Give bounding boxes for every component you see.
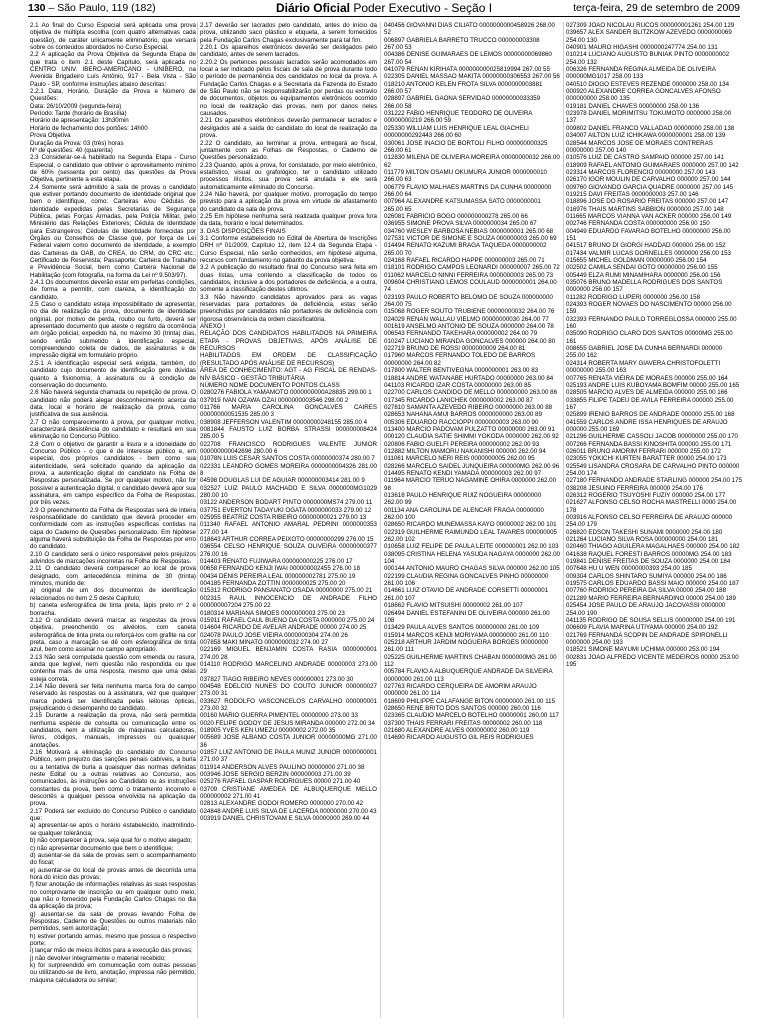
paragraph: 017434 VALMIR LUCAS DORNELLES 0000000 256.00 153 xyxy=(566,249,731,257)
paragraph: 033627 RODOLFO VASCONCELOS CARVALHO 000000001 273.00 32 xyxy=(200,697,377,712)
paragraph: 000120 CLAUDIA SATIE SHIMMI YOKODA 0000000 262.00 92 xyxy=(384,433,559,441)
paragraph: 000144 ANTONIO MAURO CHAGAS SILVA 000000 262.00 105 xyxy=(384,565,560,573)
paragraph: 003916 ALFONSO CELSO FERREIRA DE ARAUJO 000000 254.00 179 xyxy=(566,514,733,529)
paragraph: 026312 ROGERIO TSUYOSHI FUZIY 000000 254.00 177 xyxy=(566,492,726,499)
paragraph: 2.25 Em hipótese nenhuma será realizada qualquer prova fora da data, horário e local determinados. xyxy=(200,212,377,228)
paragraph: ÁREA DE CONHECIMENTO: AGT - AG FISCAL DE RENDAS-NÍV BÁSICO - GESTÃO TRIBUTÁRIA xyxy=(200,367,377,382)
paragraph: HABILITADOS EM ORDEM DE CLASSIFICAÇÃO (RESULTADO APÓS ANÁLISE DE RECURSOS) xyxy=(200,352,377,367)
paragraph: 00658 FERNANDO KENJI IWAI 000000002455 276.00 18 xyxy=(200,565,361,573)
paragraph: 010576 LUIZ DE CASTRO SAMPAIO 000000 257.00 141 xyxy=(566,154,725,162)
paragraph: 003919 DANIEL CHRISTOVAM E SILVA 00000000 269.00 44 xyxy=(200,815,370,823)
paragraph: 017960 MARCOS FERNANDO TOLEDO DE BARROS 00000000 264.00 82 xyxy=(384,352,536,367)
paragraph: 024168 RAFAEL RICARDO HAPPE 000000003 265.00 71 xyxy=(384,257,545,264)
paragraph: 005306 EDUARDO RACCIOPPI 0000000003 263.00 90 xyxy=(384,418,539,426)
paragraph: 2.20.2 Os pertences pessoais lacrados serão acomodados em local a ser indicado pelos fiscais de sala de prova durante todo o período de permanência dos candidatos no local da prova. A Fundação Carlos Chagas e a Secretaria da Fazenda do Estado de São Paulo não se responsabilizarão por perdas ou extravio de documentos, objetos ou equipamentos eletrônicos ocorrido no local de realização das provas, nem por danos neles causados. xyxy=(200,58,377,118)
header-rule xyxy=(28,16,740,17)
paragraph: 02813 ALEXANDRE GODOI ROMERO 0000000 270.00 42 xyxy=(200,800,364,808)
paragraph: 011665 MARCOS VIANNA VAN ACKER 000000 256.00 149 xyxy=(566,212,732,220)
paragraph: 035090 RODRIGO CLARO DOS SANTOS 00000MG 255.00 161 xyxy=(566,330,733,345)
paragraph: 030061 JOSE INACIO DE BORTOLI FILHO 000000000325 266.00 61 xyxy=(384,139,548,154)
paragraph: 018643 ARTHUR CORREA PEIXOTO 00000000299 276.00 15 xyxy=(200,536,374,544)
paragraph: 2.9 O preenchimento da Folha de Respostas será de inteira responsabilidade do candidato que deverá proceder em conformidade com as instruções específicas contidas na capa do Caderno de Questões personalizado. Em hipótese alguma haverá substituição da Folha de Respostas por erro do candidato. xyxy=(30,506,196,551)
paragraph: 027531 VICTOR DE SIMONE E SOUZA 000000003 265.00 69 xyxy=(384,234,557,242)
paragraph: 041103 RICARDO IZAR COSTA 00000000 263.00 85 xyxy=(384,381,531,389)
paragraph: 018814 ANDRE WATANABE HURTADO 00000000 263.00 84 xyxy=(384,374,554,382)
paragraph: 011282 RODRIGO LUPERI 0000000 256.00 158 xyxy=(566,293,701,301)
paragraph: 007648 HU U WEN 00000000393 254.00 185 xyxy=(566,565,692,573)
paragraph: 008655 GABRIEL JOSE DA CUNHA BERNARDI 000000 255.00 162 xyxy=(566,345,723,360)
paragraph: 001619 ANSELMO ANTONIO DE SOUZA 0000000 264.00 78 xyxy=(384,323,554,331)
paragraph: 006326 FERNANDA REGINA ALMEIDA DE OLIVEIRA 000000MG1017 258.00 133 xyxy=(566,66,716,81)
paragraph: 2.12 O candidato deverá marcar as respostas da prova objetiva, preenchendo os alvéolos, com caneta esferográfica de tinta preta ou reforçá-los com grafite na cor preta, caso a marcação se dê com esferográfica de tinta azul, bem como assinar no campo apropriado. xyxy=(30,616,196,654)
column-divider xyxy=(380,22,381,1018)
paragraph: 041517 BRUNO DI GIORGI HADDAD 000000 256.00 152 xyxy=(566,242,726,250)
paragraph: 002746 FERNANDA COSTA 000000000 256.00 150 xyxy=(566,220,710,228)
paragraph: 020460 THIAGO AGUILERA MAGALHAES 000000 254.00 182 xyxy=(566,543,740,551)
paragraph: 020806 FABIO GUELFI PEREIRA 000000002 262.00 93 xyxy=(384,440,540,448)
paragraph: 004185 FERNANDA ZOTTIN 0000000025 275.00 20 xyxy=(200,580,346,588)
paragraph: 0020 FELIPE GODOY DE JESUS MIRANDA 000000 272.00 34 xyxy=(200,719,375,727)
paragraph: 025225 GUILHERME MARTINS CHABAN 0000000MG 261.00 112 xyxy=(384,653,557,668)
paragraph: 04598 DOUGLAS LUI DE AGUIAR 000000003414 281.00 9 xyxy=(200,477,365,485)
paragraph: 018210 ANTONIO KELEN FROTA SILVA 0000000003881 266.00 57 xyxy=(384,80,543,96)
paragraph: 002831 JOAO ALFREDO VICENTE MEDEIROS 00000 253.00 195 xyxy=(566,653,739,668)
column-divider xyxy=(197,22,198,1018)
paragraph: 024078 PAULO JOSE VIEIRA 0000000304 274.00 26 xyxy=(200,631,348,639)
paragraph: 007964 ALEXANDRE KATSUMASSA SATO 0000000001 265.00 65 xyxy=(384,198,541,213)
paragraph: 3.1 Conforme estabelecido no Edital de Abertura de Inscrições DRH nº 01/2009, Capítulo 12, item 12.4 da Segunda Etapa - Curso Especial, não serão conhecidos, em hipótese alguma, recursos com fundamento no gabarito da prova objetiva. xyxy=(200,234,377,264)
paragraph: 037751 EVERTON TADAYUKI OGATA 0000000033 279.00 12 xyxy=(200,506,372,514)
paragraph: 009604 CHRISTIANO LEMOS COULAUD 0000000001 264.00 74 xyxy=(384,279,557,294)
paragraph: 028650 RENE BRITO DOS SANTOS 000000 260.00 116 xyxy=(384,704,541,712)
paragraph: 021769 FERNANDA SCOPIN DE ANDRADE SPIRONELLI 0000000 254.00 193 xyxy=(566,631,728,646)
paragraph: 021289 MARIO FERREIRA BERNARDINO 00000 254.00 189 xyxy=(566,594,736,602)
paragraph: 023314 MARCOS FLORENCIO 00000000 257.00 143 xyxy=(566,168,716,176)
paragraph: 2.6 Não haverá segunda chamada ou repetição de prova. O candidato não poderá alegar desconhecimento acerca da data, local e horário de realização da prova, como justificativa de sua ausência. xyxy=(30,389,196,419)
paragraph: 025330 WILLIAM LUIS HENRIQUE LEAL GIACHELI 00000000292443 266.00 60 xyxy=(384,124,529,140)
paragraph: 004949 EDUARDO FAVARAO BOTELHO 00000000 256.00 151 xyxy=(566,227,731,242)
paragraph: 2.17 Poderá ser excluído do Concurso Público o candidato que: xyxy=(30,807,196,823)
issue-date: terça-feira, 29 de setembro de 2009 xyxy=(573,2,740,14)
paragraph: 025454 JOSE PAULO DE ARAUJO JACOVASSI 0000000 254.00 190 xyxy=(566,602,726,617)
paragraph: 0081844 FAUSTO LUIZ BORBA STRASSI 000000008424 285.00 5 xyxy=(200,425,377,441)
paragraph: 041079 RENAN KIRIHATA 000000000025819994 267.00 55 xyxy=(384,66,550,74)
paragraph: i) lançar mão de meios ilícitos para a execução das provas; xyxy=(30,947,193,955)
paragraph: 007266 FERNANDA BASSI KINOSHITA 000000 255.00 171 xyxy=(566,440,732,448)
paragraph: 022708 FRANCISCO RODRIGUES VALENTE JUNIOR 000000000042696 280.00 6 xyxy=(200,440,377,455)
paragraph: 037919 IVAN OZAWA OZAI 0000000003546 298.00 2 xyxy=(200,396,349,404)
paragraph: 022331 LEANDRO GOMES MOREIRA 0000000004326 281.00 8 xyxy=(200,462,377,477)
text-column-3 xyxy=(384,22,560,1018)
paragraph: 000920 ALEXANDRE CORREA GONCALVES AFONSO 000000000 258.00 135 xyxy=(566,88,721,103)
paragraph: 026494 DANIEL ESTEFANINI DE OLIVEIRA 000000 261.00 108 xyxy=(384,609,550,624)
paragraph: 040510 DIOGO ESTEVES REZENDE 0000000 258.00 134 xyxy=(566,80,730,88)
paragraph: 011964 MARCIO TERUO NAGAMINE OHIRA 0000000 262.00 98 xyxy=(384,477,557,492)
paragraph: 018521 SIMONE MAYUMI UCHIMA 000000 253.00 194 xyxy=(566,646,720,654)
paragraph: 2.21 Os aparelhos eletrônicos deverão permanecer lacrados e desligados até a saída do candidato do local de realização da prova. xyxy=(200,117,377,140)
paragraph: 2.15 Durante a realização da prova, não será permitida nenhuma espécie de consulta ou comunicação entre os candidatos, nem a utilização de máquinas calculadoras, livros, códigos, manuais, impressos ou quaisquer anotações. xyxy=(30,712,196,749)
paragraph: 015911 RAFAEL CAUL BUENO DA COSTA 0000000 275.00 24 xyxy=(200,616,375,624)
paragraph: 025193 ANDRE LUIS KUBOYAMA BOMFIM 00000 255.00 165 xyxy=(566,381,740,389)
paragraph: 014403 RENATO FUJIWARA 000000000225 276.00 17 xyxy=(200,558,353,566)
paragraph: 2.23 Quando, após a prova, for constatado, por meio eletrônico, estatístico, visual ou grafológico, ter o candidato utilizado processos ilícitos, sua prova será anulada e ele será automaticamente eliminado do Concurso. xyxy=(200,161,377,191)
paragraph: 015655 MICHEL GOLDMAN 00000000 256.00 154 xyxy=(566,257,707,264)
paragraph: 034760 WESLEY BARBOSA NEBIAS 0000000001 265.00 68 xyxy=(384,227,554,235)
paragraph: Nº de questões: 40 (quarenta) xyxy=(30,146,113,154)
paragraph: 003946 JOSE SERGIO BERZIN 000000003 271.00 39 xyxy=(200,771,351,779)
paragraph: 022305 DANIEL MASSAO MAKITA 00000000306553 267.00 56 xyxy=(384,73,560,81)
paragraph: 038095 CRISTINA HELENA YASUDA NAGAYA 0000000 262.00 104 xyxy=(384,550,560,566)
journal-title-sub: Poder Executivo - Seção I xyxy=(353,1,493,15)
paragraph: 023193 PAULO ROBERTO BELOMO DE SOUZA 000000000 264.00 75 xyxy=(384,293,553,309)
paragraph: a) original de um dos documentos de identificação relacionados no item 2.5 deste Capítulo; xyxy=(30,587,196,602)
paragraph: 026081 FABRICIO BOGO 000000000278 265.00 66 xyxy=(384,212,528,220)
paragraph: 2.22 O candidato, ao terminar a prova, entregará ao fiscal, juntamente com as Folhas de Respostas, o Caderno de Questões personalizado. xyxy=(200,139,377,162)
paragraph: 017345 RICARDO LANICHEK 0000000002 263.00 87 xyxy=(384,396,533,404)
paragraph: 013618 PAULO HENRIQUE RUIZ NOGUEIRA 00000000 262.00 99 xyxy=(384,492,542,507)
paragraph: g) ausentar-se da sala de provas levando Folha de Respostas, Caderno de Questões ou outros materiais não permitidos, sem autorização; xyxy=(30,910,196,933)
paragraph: 007765 RENATA VIEIRA DE MORAES 000000 255.00 164 xyxy=(566,374,728,382)
paragraph: 025276 RAFAEL GASPAR RODRIGUES 00000 271.00 40 xyxy=(200,778,361,786)
paragraph: 028266 MARCELO SAIDEL JUNQUEIRA 000000MG 262.00 96 xyxy=(384,462,560,470)
paragraph: 2.4 Somente será admitido à sala de provas o candidato que estiver portando documento de identidade original que bem o identifique, como: Carteiras e/ou Cédulas de Identidade expedidas pelas Secretarias de Segurança Pública, pelas Forças Armadas, pela Polícia Militar, pelo Ministério das Relações Exteriores; Cédula de Identidade para Estrangeiros; Cédulas de Identidade fornecidas por Órgãos ou Conselhos de Classe que, por força de Lei Federal valem como documento de identidade, a exemplo das Carteiras da OAB, do CREA, do CRM, do CRC etc.; Certificado de Reservista; Passaporte; Carteira de Trabalho e Previdência Social, bem como Carteira Nacional de Habilitação (com fotografia, na forma da Lei nº 9.503/97). xyxy=(30,183,196,279)
paragraph: 021680 ALEXANDRE ALVES 000000002 260.00 119 xyxy=(384,727,530,734)
text-column-4 xyxy=(566,22,742,1018)
paragraph: 005689 JOSE ALBANO COSTA JUNIOR 00000000MG 271.00 36 xyxy=(200,734,377,749)
paragraph: 010247 LUCIANO MIRANDA GONCALVES 000000 264.00 80 xyxy=(384,337,556,345)
paragraph: 010214 LUCIANO AUGUSTO BUNIAK PINTO 0000000002 254.00 132 xyxy=(566,51,730,66)
column-divider xyxy=(563,22,564,1018)
paragraph: Horário de apresentação: 13h30min xyxy=(30,117,129,125)
paragraph: e) ausentar-se do local de provas antes de decorrida uma hora do início das provas; xyxy=(30,866,196,881)
paragraph: 004386 DENISE GUIMARAES DE LEMOS 00000000069860 267.00 54 xyxy=(384,51,552,66)
paragraph: 013400 MARCIO PADOVAM PULZATTO 00000000 263.00 91 xyxy=(384,425,555,433)
paragraph: 015914 MARCOS KENJI MORIYAMA 00000000 261.00 110 xyxy=(384,631,549,639)
paragraph: RELAÇÃO DOS CANDIDATOS HABILITADOS NA PRIMEIRA ETAPA - PROVAS OBJETIVAS, APÓS ANÁLISE DE RECURSOS xyxy=(200,330,377,353)
paragraph: 2.5.1 A identificação especial será exigida, também, do candidato cujo documento de identificação gere dúvidas quanto à fisionomia, à assinatura ou à condição de conservação do documento. xyxy=(30,359,196,389)
paragraph: 031222 FABIO HENRIQUE TEODORO DE OLIVEIRA 00000000219 266.00 59 xyxy=(384,110,533,125)
paragraph: 2.17 deverão ser lacrados pelo candidato, antes do início da prova, utilizando saco plástico e etiqueta, a serem fornecidos pela Fundação Carlos Chagas exclusivamente para tal fim. xyxy=(200,22,377,44)
paragraph: 025218 ARTHUR JARDIM NOGUEIRA BORGES 00000000 261.00 111 xyxy=(384,638,549,654)
paragraph: 007760 RODRIGO PEREIRA DA SILVA 00000 254.00 188 xyxy=(566,587,727,595)
paragraph: 2.13 Não será computada questão com emenda ou rasura, ainda que legível, nem questão não respondida ou que contenha mais de uma resposta, mesmo que uma delas esteja correta. xyxy=(30,653,196,683)
paragraph: 3.3 Não havendo candidatos aprovados para as vagas reservadas para portadores de deficiência, estas serão preenchidas por candidatos não portadores de deficiência com rigorosa observância da ordem classificatória. xyxy=(200,293,377,323)
paragraph: 023978 DANIEL MORIMITSU TOKUMOTO 0000000 258.00 137 xyxy=(566,110,732,125)
paragraph: 2.20.1 Os aparelhos eletrônicos deverão ser desligados pelo candidato, antes de serem lacrados. xyxy=(200,44,377,59)
paragraph: 028653 NAHANA AMUI BARROS 0000000000 263.00 89 xyxy=(384,411,542,419)
paragraph: 036554 CELSO HENRIQUE SOUZA OLIVEIRA 00000000377 276.00 16 xyxy=(200,543,377,558)
paragraph: 006897 GABRIELA BARRETO TRUCCO 000000003308 267.00 53 xyxy=(384,36,540,52)
page-number: 130 xyxy=(28,2,46,14)
issue-location: São Paulo, 119 (182) xyxy=(57,2,156,14)
paragraph: 00160 MARIO GUERRA PIMENTEL 00000000 273.00 33 xyxy=(200,712,358,720)
paragraph: 024848 ANDRE LUIS SILVA DE LACERDA 00000000 270.00 43 xyxy=(200,807,377,815)
paragraph: 028897 GABRIEL GAONA SERVIDAO 00000000033359 266.00 58 xyxy=(384,95,541,110)
paragraph: h) estiver portando armas, mesmo que possua o respectivo porte; xyxy=(30,932,196,947)
paragraph: 2.5 Caso o candidato esteja impossibilitado de apresentar, no dia de realização da prova, documento de identidade original, por motivo de perda, roubo ou furto, deverá ser apresentado documento que ateste o registro da ocorrência em órgão policial, expedido há, no máximo 30 (trinta) dias, sendo então submetido à identificação especial, compreendendo coleta de dados, de assinaturas e de impressão digital em formulário próprio. xyxy=(30,301,196,360)
paragraph: 039657 ALEX SANDER BLITZKOW AZEVEDO 0000000069 254.00 130 xyxy=(566,29,732,44)
paragraph: 022199 CLAUDIA REGINA GONCALVES PINHO 00000000 261.00 106 xyxy=(384,572,549,588)
paragraph: 004548 EDELCIO NUNES DO COUTO JUNIOR 000000027 273.00 31 xyxy=(200,682,377,698)
paragraph: 024314 ROBERTA MARY GIAVERA CHRISTOFOLETTI 00000000 255.00 163 xyxy=(566,359,721,375)
paragraph: 03122 ANDERSON BODART PINTO 0000000MS74 279.00 11 xyxy=(200,499,373,507)
paragraph: 011766 MARIA CAROLINA GONCALVES CAIRES 00000000051535 285.00 3 xyxy=(200,403,377,419)
paragraph: c) não apresentar documento que bem o identifique; xyxy=(30,844,174,852)
paragraph: 2.10 O candidato será o único responsável pelos prejuízos advindos de marcações incorretas na Folha de Respostas. xyxy=(30,550,196,566)
paragraph: 035076 BRUNO MADELLA RODRIGUES DOS SANTOS 0000000 256.00 157 xyxy=(566,279,723,294)
paragraph: 3.2 A publicação do resultado final do Concurso será feita em duas listas, uma contendo a classificação de todos os candidatos, inclusive a dos portadores de deficiência, e a outra, somente a classificação destes últimos. xyxy=(200,264,377,294)
paragraph: 2.16 Motivará a eliminação do candidato do Concurso Público, sem prejuízo das sanções penais cabíveis, a burla ou a tentativa de burla a quaisquer das normas definidas neste Edital ou a outras relativas ao Concurso, aos comunicados, às instruções ao Candidato ou às instruções constantes da prova, bem como o tratamento incorreto e descortês a qualquer pessoa envolvida na aplicação da prova. xyxy=(30,749,196,808)
paragraph: 3. DAS DISPOSIÇÕES FINAIS xyxy=(200,227,286,235)
paragraph: 005784 FLAVIO A ALBUQUERQUE ANDRADE DA SILVEIRA 00000000 261.00 113 xyxy=(384,668,553,683)
paragraph: b) não comparecer à prova, seja qual for o motivo alegado; xyxy=(30,837,192,845)
paragraph: 016976 THAIS MARTINS SABBION 0000000 257.00 148 xyxy=(566,205,724,213)
paragraph: 019215 DAVI FREITAS 0000000003 257.00 146 xyxy=(566,190,699,198)
paragraph: 022319 GUILHERME RAIMUNDO LEAL TAVARES 000000005 262.00 102 xyxy=(384,528,557,544)
paragraph: 006779 FLAVIO MALHAES MARTINS DA CUNHA 00000000 266.00 64 xyxy=(384,183,552,198)
paragraph: 021627 ALFONSO CELSO ROCHA MASTRELLI 0000 254.00 178 xyxy=(566,499,737,514)
paragraph: 006609 FLAVIA MARINA UTIYAMA 000000 254.00 192 xyxy=(566,624,718,632)
paragraph: 014604 RICARDO DE AVELAR ANDRADE 00000 274.00 25 xyxy=(200,624,367,632)
paragraph: 034007 AILTON LUIZ ICHIKAWA 0000000001 258.00 139 xyxy=(566,132,726,140)
paragraph: ANEXO I xyxy=(200,323,226,331)
paragraph: 002315 RAUL INNOCENCIO DE ANDRADE FILHO 000000007204 275.00 22 xyxy=(200,594,377,610)
paragraph: 028544 MARCOS JOSE DE MORAES CONTRERAS 00000000 257.00 140 xyxy=(566,139,713,154)
paragraph: 041638 RAQUEL FORESTI BARROS 00000MG 254.00 183 xyxy=(566,550,732,558)
paragraph: 014661 LUIZ OTAVIO DE ANDRADE CORSETTI 00000001 261.00 107 xyxy=(384,587,549,602)
page-number-sep: – xyxy=(48,2,55,14)
paragraph: 022719 BRUNO DE ROSSI 0000000009 264.00 81 xyxy=(384,345,526,353)
paragraph: 028505 MARCIO ALVES DE ALMEIDA 000000 255.00 166 xyxy=(566,389,728,397)
paragraph: 041559 CARLOS ANDRE ISSA HENRIQUES DE ARAUJO 000000 255.00 169 xyxy=(566,418,728,433)
paragraph: 0280276 FABIOLA YAMAMOTO 0000000000A28835 299.00 1 xyxy=(200,389,372,397)
paragraph: 018909 RAFAEL ANTONIO GUIMARAES 0000000 257.00 142 xyxy=(566,161,739,169)
paragraph: 011062 MARCELO NINNI FERREIRA 0000000003 265.00 73 xyxy=(384,271,554,279)
paragraph: 0180314 MARIANA SIMOES 0000000003 275.00 23 xyxy=(200,609,345,617)
paragraph: 026820 EDSON TAKESHI SUNAMI 0000000 254.00 180 xyxy=(566,528,723,536)
paragraph: 006543 FERNANDO TAKEHARA 000000002 264.00 79 xyxy=(384,330,538,338)
paragraph: 017800 WALTER BENTIVEGNA 0000000001 263.00 83 xyxy=(384,367,539,375)
paragraph: 018896 JOSE DO ROSARIO FREITAS 000000 257.00 147 xyxy=(566,198,729,206)
paragraph: 2.24 Não haverá, por qualquer motivo, prorrogação do tempo previsto para a aplicação da prova em virtude de afastamento do candidato da sala de prova. xyxy=(200,190,377,213)
paragraph: b) caneta esferográfica de tinta preta, lápis preto nº 2 e borracha. xyxy=(30,602,196,617)
paragraph: 015068 ROGER SOUTO TRUBIENE 00000000032 264.00 76 xyxy=(384,308,555,316)
paragraph: 040901 MAURO HIGASHI 0000000247774 254.00 131 xyxy=(566,44,718,52)
paragraph: 026170 IGOR MOULIN DE CARVALHO 000000 257.00 144 xyxy=(566,176,731,184)
paragraph: 038208 JESUINO FERREIRA 000000 254.00 176 xyxy=(566,484,703,492)
paragraph: a) apresentar-se após o horário estabelecido, inadmitindo-se qualquer tolerância; xyxy=(30,822,196,837)
paragraph: 002502 CAMILA SENDAI GOTO 00000000 256.00 155 xyxy=(566,264,718,272)
paragraph: 019181 DANIEL CHAVES 00000000 258.00 136 xyxy=(566,102,700,110)
paragraph: 010658 LUIZ FELIPE DE PAULA LEITE 000000001 262.00 103 xyxy=(384,543,559,551)
paragraph: 01857 LUIZ ANTONIO DE PAULA MUNIZ JUNIOR 0000000001 271.00 37 xyxy=(200,749,377,764)
paragraph: 01078N LUIS CESAR SANTOS COSTA 00000000374 280.00 7 xyxy=(200,455,375,463)
paragraph: 024029 RENAN WALLAU VIELMO 00000000030 264.00 77 xyxy=(384,315,549,323)
paragraph: 2.14 Não deverá ser feita nenhuma marca fora do campo reservado às respostas ou à assinatura, vez que qualquer marca poderá ser identificada pelas leitoras ópticas, prejudicando o desempenho do candidato. xyxy=(30,682,196,712)
paragraph: k) for surpreendido em comunicação com outras pessoas ou utilizando-se de livro, anotação, impressa não permitido, máquina calculadora ou similar; xyxy=(30,962,196,984)
paragraph: 2.8 Com o objetivo de garantir a lisura e a idoneidade do Concurso Público - o que é de interesse público e, em especial, dos próprios candidatos - bem como sua autenticidade, será solicitado quando da aplicação da prova, a autenticação digital do candidato na Folha de Respostas personalizada. Se por qualquer motivo, não for possível a autenticação digital, o candidato deverá apor sua assinatura, em campo específico da Folha de Respostas, por três vezes. xyxy=(30,440,196,507)
paragraph: 018101 RODRIGO CAMPOS LEONARDI 000000007 265.00 72 xyxy=(384,264,560,272)
paragraph: 011779 MILTON OSAMU OKUMURA JUNIOR 0000000010 266.00 63 xyxy=(384,168,548,184)
paragraph: 014495 RENATO KENDI YAMADA 000000003 262.00 97 xyxy=(384,469,542,477)
paragraph: 012882 MILTON MAMORU NAKANISHI 000000 262.00 94 xyxy=(384,447,546,455)
paragraph: 036955 SIMONE PROVA SILVA 0000000034 265.00 67 xyxy=(384,220,537,228)
page-header xyxy=(28,0,740,16)
paragraph: 019575 CARLOS EDUARDO BASSI MAIO 000000 254.00 187 xyxy=(566,580,740,588)
paragraph: 037300 THAIS FERRARI FREITAS 00000002 260.00 118 xyxy=(384,719,543,727)
paragraph: 005449 ELZA RUMI MINAMIHARA 0000000 256.00 156 xyxy=(566,271,721,279)
paragraph: 011340 RAFAEL ANTONIO AMARAL PEDRINI 0000000353 277.00 14 xyxy=(200,521,377,536)
paragraph: 021296 GUILHERME CASSOLI JACOB 00000000 255.00 170 xyxy=(566,433,738,441)
paragraph: 021264 LUCIANO SILVA ROSA 000000000 254.00 181 xyxy=(566,536,719,544)
paragraph: Período: Tarde (horário de Brasília) xyxy=(30,110,127,118)
paragraph: 041135 RODRIGO DE SOUSA SELLIS 00000000 254.00 191 xyxy=(566,616,736,624)
paragraph: 038908 JEFFERSON VALENTIM 00000000248155 285.00 4 xyxy=(200,418,368,426)
paragraph: Data: 26/10/2009 (segunda-feira) xyxy=(30,102,122,110)
paragraph: 019841 DENISE FREITAS DE SOUZA 0000000 254.00 184 xyxy=(566,558,731,566)
paragraph: 033855 FILIPE TADEU DE AVILA FERREIRA 000000 255.00 167 xyxy=(566,396,734,411)
paragraph: 032393 FERNANDO PAULO TORREGLOSSA 000000 255.00 160 xyxy=(566,315,737,331)
paragraph: 014110 RODRIGO MARCELINO ANDRADE 00000003 273.00 29 xyxy=(200,660,377,676)
text-column-2 xyxy=(200,22,377,1018)
paragraph: 03709 CRISTIANE AMEDEA DE ALBUQUERQUE MELLO 000000002 271.00 41 xyxy=(200,785,377,801)
paragraph: Duração da Prova: 03 (três) horas xyxy=(30,139,124,147)
paragraph: 022700 CARLOS CANDIDO DE MELLO 000000000 263.00 86 xyxy=(384,389,558,397)
paragraph: 018662 FLAVIO MITSUISHI 00000002 261.00 107 xyxy=(384,602,523,610)
paragraph: 2.2.1 Data, Horário, Duração da Prova e Número de Questões: xyxy=(30,88,196,103)
paragraph: Horário de fechamento dos portões: 14h00 xyxy=(30,124,148,132)
paragraph: 025899 IRENIO BARROS DE ANDRADE 000000 255.00 168 xyxy=(566,411,735,419)
paragraph: 027309 JOAO NICOLAU RUCOS 000000001261 254.00 129 xyxy=(566,22,735,29)
paragraph: d) ausentar-se da sala de provas sem o acompanhamento do fiscal; xyxy=(30,851,196,867)
paragraph: 2.11 O candidato deverá comparecer ao local de prova designado, com antecedência mínima de 30 (trinta) minutos, munido de: xyxy=(30,565,196,588)
paragraph: 2.2 A aplicação da Prova Objetiva da Segunda Etapa de que trata o item 2.1 deste Capítulo, será aplicada no CENTRO UNIV. IBERO-AMERICANO - UNIBERO, na Avenida Brigadeiro Luís Antônio, 917 - Bela Vista - São Paulo - SP, conforme instruções abaixo descritas: xyxy=(30,51,196,88)
paragraph: 011914 ANDERSON ALVES PAULINO 00000000 271.00 38 xyxy=(200,763,365,771)
paragraph: 018609 PHILIPPE CALAFANGE BITON 00000000 261.00 115 xyxy=(384,697,556,705)
paragraph: 037827 TIAGO RIBEIRO NEVES 000000001 273.00 30 xyxy=(200,675,354,683)
paragraph: 027180 FERNANDO ANDRADE STARLING 000000 254.00 175 xyxy=(566,477,742,485)
paragraph: 2.7 O não comparecimento à prova, por qualquer motivo, caracterizará desistência do candidato e resultará em sua eliminação no Concurso Público. xyxy=(30,418,196,441)
paragraph: 014494 RENATO KAZUMI BRAGA TAQUEDA 0000000002 265.00 70 xyxy=(384,242,547,257)
text-column-1 xyxy=(30,22,196,1018)
paragraph: 007858 MAKI MINATO 0000000032 274.00 27 xyxy=(200,638,329,646)
paragraph: 2.1 Ao final do Curso Especial será aplicada uma prova objetiva de múltipla escolha (com quatro alternativas cada questão), de caráter unicamente eliminatório, que versará sobre os conteúdos abordados no Curso Especial. xyxy=(30,22,196,52)
paragraph: 023365 CLAUDIO MARCELO BOTELHO 00000001 260.00 117 xyxy=(384,712,559,720)
paragraph: 001134 ANA CAROLINA DE ALENCAR FRAGA 00000000 262.00 100 xyxy=(384,506,544,522)
paragraph: Prova Objetiva xyxy=(30,132,71,140)
paragraph: 028650 RICARDO MUNEMASSA KAYO 00000002 262.00 101 xyxy=(384,521,557,529)
paragraph: 023055 YOKICHI KURTEN BARATTER 00000 254.00 173 xyxy=(566,455,727,463)
paragraph: 027810 SAMANTA AZEVEDO RIBEIRO 00000000 263.00 88 xyxy=(384,403,553,411)
paragraph: 013429 PAULA ALVES SANTOS 000000000 261.00 109 xyxy=(384,624,540,632)
paragraph: 024393 ROGER NOVAES DO NASCIMENTO 00000 256.00 159 xyxy=(566,301,732,316)
paragraph: 009760 GIOVANDO GARCIA QUADRE 0000000 257.00 145 xyxy=(566,183,734,191)
paragraph: 012830 MILENA DE OLIVEIRA MOREIRA 00000000032 266.00 62 xyxy=(384,154,560,169)
paragraph: 014690 RICARDO AUGUSTO GIL REIS RODRIGUES xyxy=(384,734,534,742)
paragraph: 009802 DANIEL FRANCO VALLADAO 00000000 258.00 138 xyxy=(566,124,735,132)
paragraph: 025955 BEATRIZ COSTA RIBEIRO 00000000021 279.00 13 xyxy=(200,514,367,522)
paragraph: f) fizer anotação de informações relativas às suas respostas no comprovante de inscrição ou em qualquer outro meio, que não o fornecido pela Fundação Carlos Chagas no dia da aplicação da prova; xyxy=(30,881,196,911)
paragraph: 009304 CARLOS SHINTARO SUMIYA 000000 254.00 186 xyxy=(566,572,727,580)
paragraph: 040456 GIOVANNI DIAS CILIATO 0000000000458926 268.00 52 xyxy=(384,22,555,37)
paragraph: 018905 YVES KEN UMEZU 00000002 272.00 35 xyxy=(200,727,336,734)
paragraph: 2.3 Considerar-se-á habilitado na Segunda Etapa - Curso Especial, o candidato que obtiver o aproveitamento mínimo de 60% (sessenta por cento) das questões da Prova Objetiva, pertinente a esta etapa. xyxy=(30,154,196,184)
paragraph: 011061 MARCELO NERI REIS 0000000005 262.00 95 xyxy=(384,455,535,463)
paragraph: 2.4.1 Os documentos deverão estar em perfeitas condições, de forma a permitir, com clareza, a identificação do candidato. xyxy=(30,279,196,301)
paragraph: 027763 RICARDO CERQUEIRA DE AMORIM ARAUJO 0000000 261.00 114 xyxy=(384,682,537,698)
paragraph: j) não devolver integralmente o material recebido; xyxy=(30,954,166,962)
paragraph: 00434 DENIS PEREIRA LEAL 000000002781 275.00 19 xyxy=(200,572,356,580)
paragraph: 032527 LUIZ PAULO MACHADO E SILVA 0000000MG1029 280.00 10 xyxy=(200,484,377,499)
paragraph: 022169 MIGUEL BENJAMIN COSTA RASIA 0000000001 274.00 28 xyxy=(200,646,377,661)
journal-title-main: Diário Oficial xyxy=(275,1,350,15)
paragraph: NÚMERO NOME DOCUMENTO PONTOS CLASS xyxy=(200,381,340,389)
paragraph: 025549 LISANDRA CROSARA DE CARVALHO PINTO 000000 254.00 174 xyxy=(566,462,740,477)
paragraph: 015312 RODRIGO PANSANATO OSADA 00000000 275.00 21 xyxy=(200,587,373,595)
paragraph: 026011 BRUNO AMORIM FERRARI 000000 255.00 172 xyxy=(566,447,721,455)
